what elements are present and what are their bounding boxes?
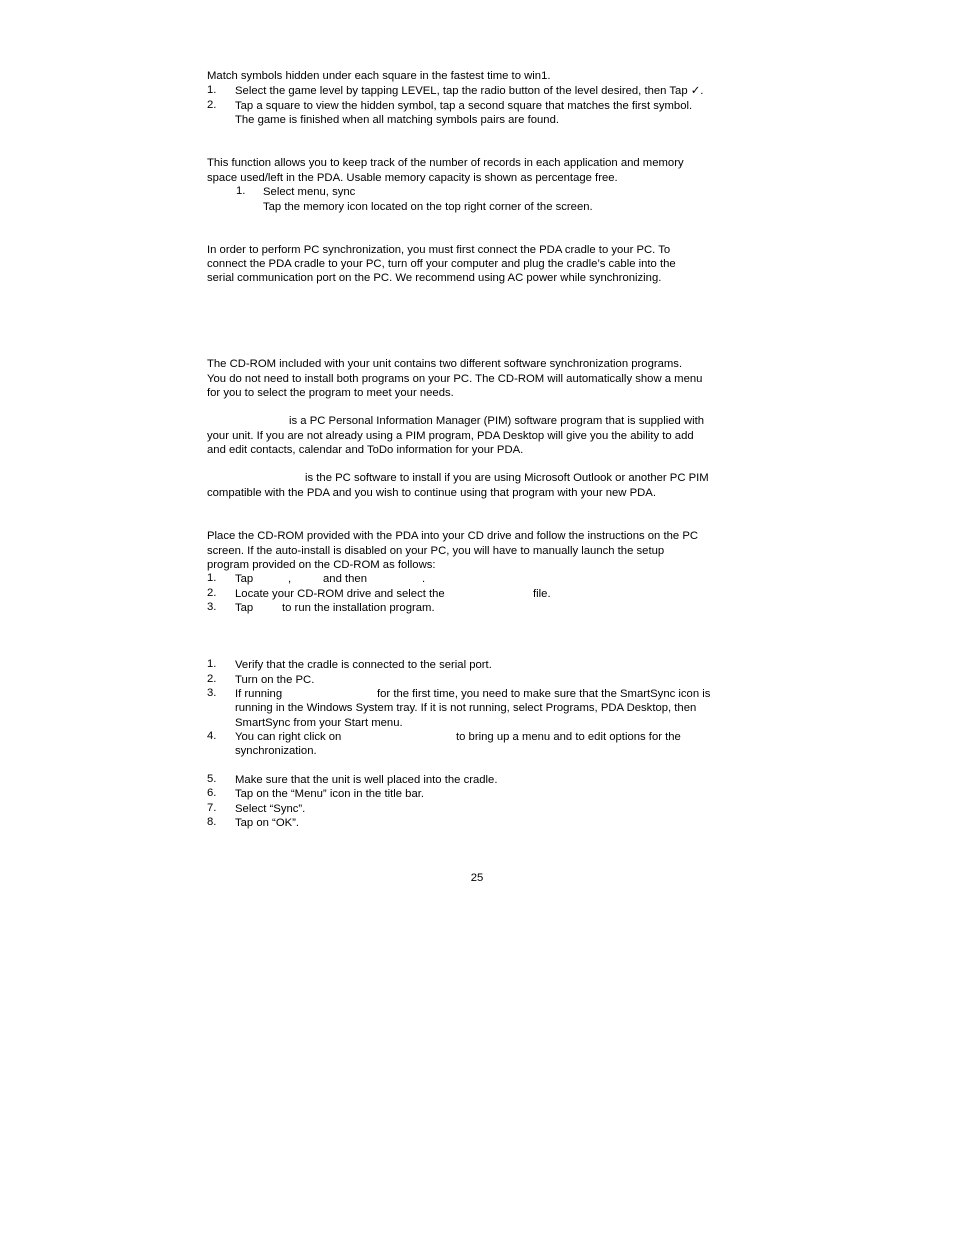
step-number: 4. — [207, 730, 217, 742]
step-number: 2. — [207, 587, 217, 599]
step-number: 1. — [207, 572, 217, 584]
sync-step-4-line-1: to bring up a menu and to edit options for the — [456, 731, 681, 743]
install-step-3: to run the installation program. — [282, 602, 435, 614]
desktop-line-1: is a PC Personal Information Manager (PIM) software program that is supplied with — [289, 415, 705, 427]
sync-intro-line-1: In order to perform PC synchronization, you must first connect the PDA cradle to your PC. To — [207, 244, 671, 256]
sync-step-4-start: You can right click on — [235, 731, 342, 743]
install-step-1-comma: , — [288, 573, 292, 585]
step-number: 2. — [207, 673, 217, 685]
game-step-2-line-1: Tap a square to view the hidden symbol, tap a second square that matches the first symbol. — [235, 100, 693, 112]
install-line-3: program provided on the CD-ROM as follows: — [207, 559, 436, 571]
install-step-1-tap: Tap — [235, 573, 254, 585]
sync-step-3-line-1: for the first time, you need to make sure that the SmartSync icon is — [377, 688, 711, 700]
sync-step-7: Select “Sync”. — [235, 803, 306, 815]
install-step-2: Locate your CD-ROM drive and select the — [235, 588, 445, 600]
install-step-2-file: file. — [533, 588, 551, 600]
step-number: 3. — [207, 687, 217, 699]
sync-step-3-line-3: SmartSync from your Start menu. — [235, 717, 403, 729]
desktop-line-2: your unit. If you are not already using a PIM program, PDA Desktop will give you the ability to add — [207, 430, 694, 442]
install-step-1-then: and then — [323, 573, 367, 585]
sync-intro-line-3: serial communication port on the PC. We recommend using AC power while synchronizing. — [207, 272, 662, 284]
step-number: 1. — [236, 185, 246, 197]
sync-step-6: Tap on the “Menu” icon in the title bar. — [235, 788, 425, 800]
cdrom-line-1: The CD-ROM included with your unit contains two different software synchronization programs. — [207, 358, 683, 370]
outlook-line-2: compatible with the PDA and you wish to continue using that program with your new PDA. — [207, 487, 656, 499]
install-line-1: Place the CD-ROM provided with the PDA into your CD drive and follow the instructions on the PC — [207, 530, 699, 542]
step-number: 6. — [207, 787, 217, 799]
desktop-line-3: and edit contacts, calendar and ToDo information for your PDA. — [207, 444, 524, 456]
sync-step-3-start: If running — [235, 688, 283, 700]
sync-step-8: Tap on “OK”. — [235, 817, 300, 829]
game-intro: Match symbols hidden under each square in the fastest time to win1. — [207, 70, 551, 82]
sync-step-2: Turn on the PC. — [235, 674, 315, 686]
step-number: 1. — [207, 84, 217, 96]
page-number: 25 — [470, 872, 484, 884]
step-number: 5. — [207, 773, 217, 785]
game-step-1: Select the game level by tapping LEVEL, tap the radio button of the level desired, then Tap ✓. — [235, 85, 704, 97]
cdrom-line-3: for you to select the program to meet your needs. — [207, 387, 454, 399]
outlook-line-1: is the PC software to install if you are using Microsoft Outlook or another PC PIM — [305, 472, 709, 484]
sync-step-5: Make sure that the unit is well placed into the cradle. — [235, 774, 498, 786]
memory-step-1-detail: Tap the memory icon located on the top right corner of the screen. — [263, 201, 593, 213]
cdrom-line-2: You do not need to install both programs on your PC. The CD-ROM will automatically show a menu — [207, 373, 703, 385]
sync-intro-line-2: connect the PDA cradle to your PC, turn off your computer and plug the cradle’s cable into the — [207, 258, 676, 270]
memory-step-1: Select menu, sync — [263, 186, 356, 198]
install-step-3-tap: Tap — [235, 602, 254, 614]
step-number: 8. — [207, 816, 217, 828]
step-number: 1. — [207, 658, 217, 670]
step-number: 2. — [207, 99, 217, 111]
memory-para-line-1: This function allows you to keep track of the number of records in each application and memory — [207, 157, 684, 169]
sync-step-4-line-2: synchronization. — [235, 745, 317, 757]
step-number: 3. — [207, 601, 217, 613]
memory-para-line-2: space used/left in the PDA. Usable memory capacity is shown as percentage free. — [207, 172, 618, 184]
install-line-2: screen. If the auto-install is disabled on your PC, you will have to manually launch the setup — [207, 545, 665, 557]
step-number: 7. — [207, 802, 217, 814]
game-step-2-line-2: The game is finished when all matching symbols pairs are found. — [235, 114, 560, 126]
install-step-1-period: . — [422, 573, 426, 585]
sync-step-3-line-2: running in the Windows System tray. If it is not running, select Programs, PDA Desktop, then — [235, 702, 697, 714]
sync-step-1: Verify that the cradle is connected to the serial port. — [235, 659, 492, 671]
